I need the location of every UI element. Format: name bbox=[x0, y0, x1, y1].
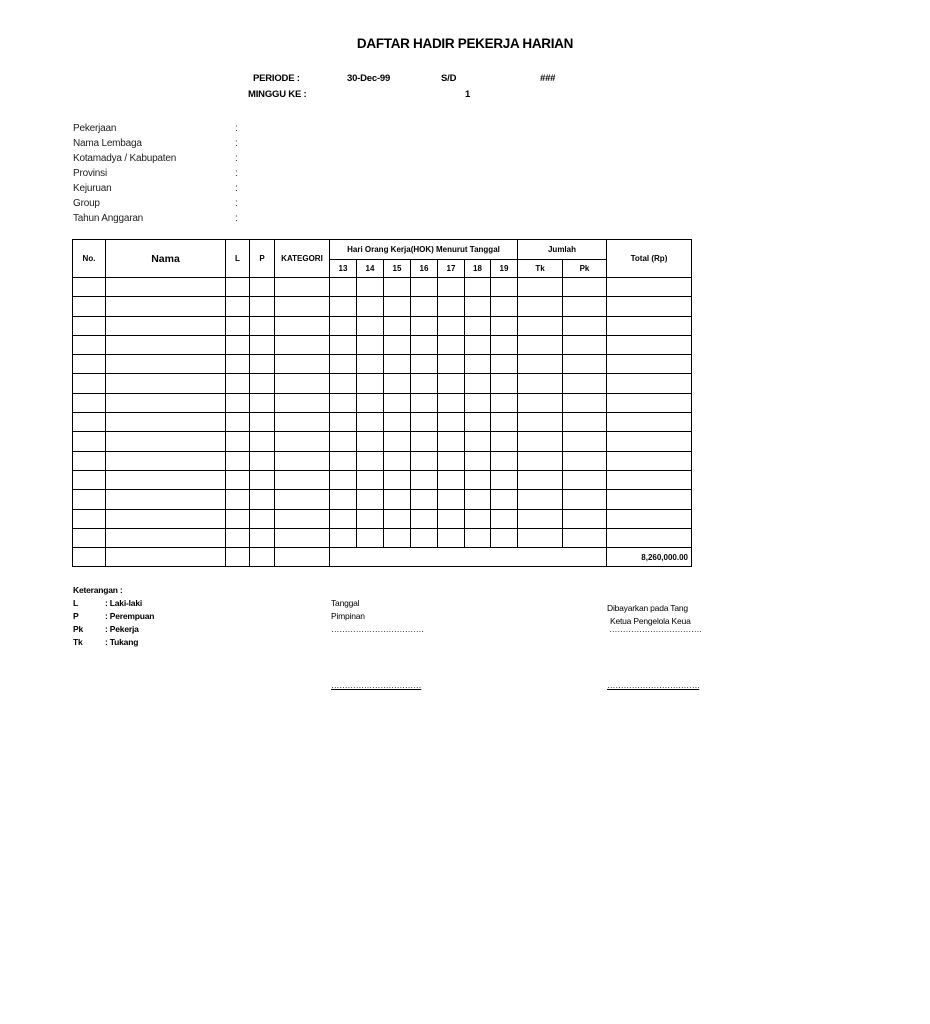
table-cell[interactable] bbox=[226, 393, 250, 412]
header-date: 18 bbox=[465, 260, 491, 278]
table-cell[interactable] bbox=[73, 413, 106, 432]
legend-code: L bbox=[73, 598, 78, 608]
table-cell[interactable] bbox=[411, 355, 438, 374]
table-cell[interactable] bbox=[73, 432, 106, 451]
table-cell[interactable] bbox=[357, 316, 384, 335]
table-cell[interactable] bbox=[250, 278, 275, 297]
table-cell[interactable] bbox=[330, 393, 357, 412]
table-cell[interactable] bbox=[465, 413, 491, 432]
table-cell[interactable] bbox=[250, 548, 275, 567]
table-cell[interactable] bbox=[438, 509, 465, 528]
info-colon: : bbox=[235, 183, 238, 194]
header-hok: Hari Orang Kerja(HOK) Menurut Tanggal bbox=[330, 240, 518, 260]
table-cell[interactable] bbox=[357, 528, 384, 547]
table-cell[interactable] bbox=[607, 374, 692, 393]
table-cell[interactable] bbox=[411, 490, 438, 509]
table-cell[interactable] bbox=[411, 451, 438, 470]
right-signature-dots: ……………………………. bbox=[609, 624, 702, 634]
table-cell[interactable] bbox=[226, 335, 250, 354]
legend-desc: : Perempuan bbox=[105, 611, 155, 621]
table-row bbox=[73, 316, 692, 335]
table-cell[interactable] bbox=[106, 316, 226, 335]
table-cell[interactable] bbox=[411, 335, 438, 354]
table-cell[interactable] bbox=[491, 509, 518, 528]
table-cell[interactable] bbox=[438, 413, 465, 432]
table-cell[interactable] bbox=[275, 355, 330, 374]
table-cell[interactable] bbox=[465, 490, 491, 509]
table-cell[interactable] bbox=[106, 335, 226, 354]
left-signature-dots: ……………………………. bbox=[331, 624, 424, 634]
table-cell[interactable] bbox=[106, 451, 226, 470]
info-colon: : bbox=[235, 198, 238, 209]
table-cell[interactable] bbox=[465, 316, 491, 335]
table-cell[interactable] bbox=[357, 509, 384, 528]
table-cell[interactable] bbox=[518, 528, 563, 547]
table-cell[interactable] bbox=[357, 355, 384, 374]
table-cell[interactable] bbox=[491, 335, 518, 354]
table-cell[interactable] bbox=[250, 316, 275, 335]
table-cell[interactable] bbox=[384, 393, 411, 412]
table-cell[interactable] bbox=[518, 297, 563, 316]
table-cell[interactable] bbox=[384, 432, 411, 451]
table-cell[interactable] bbox=[411, 278, 438, 297]
table-cell[interactable] bbox=[438, 278, 465, 297]
table-cell[interactable] bbox=[226, 432, 250, 451]
info-label: Kotamadya / Kabupaten bbox=[73, 153, 177, 164]
document-title: DAFTAR HADIR PEKERJA HARIAN bbox=[356, 36, 574, 51]
header-total: Total (Rp) bbox=[607, 240, 692, 278]
table-cell[interactable] bbox=[563, 374, 607, 393]
table-cell[interactable] bbox=[226, 451, 250, 470]
table-row bbox=[73, 490, 692, 509]
table-cell[interactable] bbox=[438, 528, 465, 547]
table-cell[interactable] bbox=[518, 509, 563, 528]
table-cell[interactable] bbox=[250, 413, 275, 432]
info-label: Group bbox=[73, 198, 100, 209]
info-label: Provinsi bbox=[73, 168, 107, 179]
table-cell[interactable] bbox=[465, 528, 491, 547]
table-cell[interactable] bbox=[73, 490, 106, 509]
table-cell[interactable] bbox=[607, 509, 692, 528]
table-cell[interactable] bbox=[465, 432, 491, 451]
table-cell[interactable] bbox=[106, 509, 226, 528]
table-row bbox=[73, 297, 692, 316]
table-cell[interactable] bbox=[226, 278, 250, 297]
table-cell[interactable] bbox=[226, 548, 250, 567]
table-cell[interactable] bbox=[518, 355, 563, 374]
table-cell[interactable] bbox=[607, 470, 692, 489]
table-cell[interactable] bbox=[226, 374, 250, 393]
table-cell[interactable] bbox=[384, 509, 411, 528]
table-cell[interactable] bbox=[384, 278, 411, 297]
legend-code: Tk bbox=[73, 637, 83, 647]
table-cell[interactable] bbox=[73, 355, 106, 374]
table-cell[interactable] bbox=[607, 335, 692, 354]
table-cell[interactable] bbox=[275, 451, 330, 470]
table-cell[interactable] bbox=[411, 509, 438, 528]
table-cell[interactable] bbox=[465, 297, 491, 316]
sd-label: S/D bbox=[441, 73, 457, 84]
info-label: Tahun Anggaran bbox=[73, 213, 144, 224]
table-cell[interactable] bbox=[491, 374, 518, 393]
table-row bbox=[73, 278, 692, 297]
table-cell[interactable] bbox=[275, 335, 330, 354]
table-cell[interactable] bbox=[73, 278, 106, 297]
grand-total: 8,260,000.00 bbox=[607, 548, 692, 567]
table-cell[interactable] bbox=[357, 470, 384, 489]
table-cell[interactable] bbox=[563, 393, 607, 412]
table-row bbox=[73, 451, 692, 470]
table-row bbox=[73, 413, 692, 432]
table-cell[interactable] bbox=[607, 413, 692, 432]
table-cell[interactable] bbox=[330, 451, 357, 470]
table-cell[interactable] bbox=[106, 374, 226, 393]
legend-code: P bbox=[73, 611, 79, 621]
table-cell[interactable] bbox=[330, 470, 357, 489]
table-cell[interactable] bbox=[330, 528, 357, 547]
table-cell[interactable] bbox=[226, 297, 250, 316]
table-cell[interactable] bbox=[357, 278, 384, 297]
table-cell[interactable] bbox=[226, 355, 250, 374]
table-cell[interactable] bbox=[330, 335, 357, 354]
table-cell[interactable] bbox=[518, 316, 563, 335]
table-cell[interactable] bbox=[411, 393, 438, 412]
total-row-merged-cell bbox=[330, 548, 607, 567]
table-cell[interactable] bbox=[465, 374, 491, 393]
table-cell[interactable] bbox=[607, 490, 692, 509]
info-colon: : bbox=[235, 168, 238, 179]
table-row bbox=[73, 393, 692, 412]
table-cell[interactable] bbox=[563, 528, 607, 547]
info-label: Kejuruan bbox=[73, 183, 112, 194]
table-row bbox=[73, 509, 692, 528]
table-cell[interactable] bbox=[465, 335, 491, 354]
table-cell[interactable] bbox=[563, 509, 607, 528]
table-cell[interactable] bbox=[411, 528, 438, 547]
table-cell[interactable] bbox=[250, 490, 275, 509]
table-cell[interactable] bbox=[275, 374, 330, 393]
table-cell[interactable] bbox=[357, 335, 384, 354]
table-cell[interactable] bbox=[518, 393, 563, 412]
table-cell[interactable] bbox=[491, 297, 518, 316]
table-cell[interactable] bbox=[330, 432, 357, 451]
table-cell[interactable] bbox=[250, 509, 275, 528]
table-cell[interactable] bbox=[465, 509, 491, 528]
table-cell[interactable] bbox=[411, 374, 438, 393]
legend-desc: : Tukang bbox=[105, 637, 139, 647]
table-cell[interactable] bbox=[384, 451, 411, 470]
table-cell[interactable] bbox=[330, 509, 357, 528]
table-cell[interactable] bbox=[226, 509, 250, 528]
table-cell[interactable] bbox=[563, 432, 607, 451]
table-cell[interactable] bbox=[106, 278, 226, 297]
table-cell[interactable] bbox=[491, 470, 518, 489]
table-cell[interactable] bbox=[563, 335, 607, 354]
table-cell[interactable] bbox=[106, 548, 226, 567]
right-name-line: ……………………………. bbox=[607, 680, 700, 690]
table-cell[interactable] bbox=[607, 355, 692, 374]
table-cell[interactable] bbox=[357, 451, 384, 470]
table-cell[interactable] bbox=[563, 451, 607, 470]
table-cell[interactable] bbox=[465, 393, 491, 412]
table-cell[interactable] bbox=[330, 413, 357, 432]
table-row bbox=[73, 355, 692, 374]
table-cell[interactable] bbox=[491, 432, 518, 451]
info-label: Nama Lembaga bbox=[73, 138, 142, 149]
table-cell[interactable] bbox=[518, 470, 563, 489]
table-cell[interactable] bbox=[275, 528, 330, 547]
table-cell[interactable] bbox=[438, 451, 465, 470]
table-cell[interactable] bbox=[518, 374, 563, 393]
table-cell[interactable] bbox=[438, 374, 465, 393]
legend-title: Keterangan : bbox=[73, 585, 123, 595]
table-cell[interactable] bbox=[226, 528, 250, 547]
header-date: 17 bbox=[438, 260, 465, 278]
table-cell[interactable] bbox=[106, 393, 226, 412]
legend-desc: : Pekerja bbox=[105, 624, 139, 634]
table-cell[interactable] bbox=[250, 528, 275, 547]
periode-label: PERIODE : bbox=[253, 73, 300, 84]
table-cell[interactable] bbox=[438, 335, 465, 354]
table-cell[interactable] bbox=[275, 316, 330, 335]
table-cell[interactable] bbox=[491, 413, 518, 432]
table-cell[interactable] bbox=[250, 432, 275, 451]
table-cell[interactable] bbox=[491, 528, 518, 547]
table-cell[interactable] bbox=[491, 316, 518, 335]
header-jumlah: Jumlah bbox=[518, 240, 607, 260]
table-cell[interactable] bbox=[384, 374, 411, 393]
table-cell[interactable] bbox=[607, 297, 692, 316]
table-cell[interactable] bbox=[357, 413, 384, 432]
table-cell[interactable] bbox=[518, 278, 563, 297]
periode-end: ### bbox=[540, 73, 556, 84]
table-cell[interactable] bbox=[563, 490, 607, 509]
table-cell[interactable] bbox=[607, 432, 692, 451]
table-cell[interactable] bbox=[563, 355, 607, 374]
table-cell[interactable] bbox=[275, 432, 330, 451]
header-date: 16 bbox=[411, 260, 438, 278]
table-cell[interactable] bbox=[275, 548, 330, 567]
table-cell[interactable] bbox=[73, 316, 106, 335]
table-cell[interactable] bbox=[250, 470, 275, 489]
table-cell[interactable] bbox=[357, 297, 384, 316]
table-cell[interactable] bbox=[384, 413, 411, 432]
header-pk: Pk bbox=[563, 260, 607, 278]
table-cell[interactable] bbox=[275, 490, 330, 509]
table-cell[interactable] bbox=[465, 355, 491, 374]
table-cell[interactable] bbox=[411, 316, 438, 335]
table-cell[interactable] bbox=[106, 490, 226, 509]
table-cell[interactable] bbox=[491, 393, 518, 412]
table-cell[interactable] bbox=[563, 470, 607, 489]
header-nama: Nama bbox=[106, 240, 226, 278]
table-cell[interactable] bbox=[73, 393, 106, 412]
table-cell[interactable] bbox=[411, 432, 438, 451]
header-p: P bbox=[250, 240, 275, 278]
table-cell[interactable] bbox=[518, 451, 563, 470]
table-cell[interactable] bbox=[518, 490, 563, 509]
table-cell[interactable] bbox=[518, 432, 563, 451]
table-cell[interactable] bbox=[384, 470, 411, 489]
table-cell[interactable] bbox=[73, 509, 106, 528]
legend-desc: : Laki-laki bbox=[105, 598, 143, 608]
table-cell[interactable] bbox=[607, 528, 692, 547]
table-cell[interactable] bbox=[607, 278, 692, 297]
header-date: 13 bbox=[330, 260, 357, 278]
table-cell[interactable] bbox=[384, 355, 411, 374]
table-cell[interactable] bbox=[106, 413, 226, 432]
right-date-label: Dibayarkan pada Tang bbox=[607, 603, 688, 613]
total-row bbox=[73, 548, 692, 567]
table-cell[interactable] bbox=[384, 316, 411, 335]
table-cell[interactable] bbox=[491, 355, 518, 374]
table-cell[interactable] bbox=[106, 297, 226, 316]
table-cell[interactable] bbox=[73, 528, 106, 547]
table-cell[interactable] bbox=[226, 470, 250, 489]
table-cell[interactable] bbox=[226, 413, 250, 432]
table-cell[interactable] bbox=[465, 278, 491, 297]
table-cell[interactable] bbox=[330, 374, 357, 393]
table-cell[interactable] bbox=[106, 470, 226, 489]
table-cell[interactable] bbox=[330, 490, 357, 509]
right-role: Ketua Pengelola Keua bbox=[610, 616, 691, 626]
attendance-table bbox=[72, 239, 692, 567]
table-cell[interactable] bbox=[563, 413, 607, 432]
table-cell[interactable] bbox=[275, 297, 330, 316]
table-cell[interactable] bbox=[275, 509, 330, 528]
table-cell[interactable] bbox=[384, 490, 411, 509]
table-cell[interactable] bbox=[275, 278, 330, 297]
left-name-line: …………………………… bbox=[331, 680, 422, 690]
table-cell[interactable] bbox=[73, 335, 106, 354]
table-cell[interactable] bbox=[411, 470, 438, 489]
table-cell[interactable] bbox=[357, 374, 384, 393]
table-row bbox=[73, 470, 692, 489]
periode-start: 30-Dec-99 bbox=[347, 73, 391, 84]
left-role: Pimpinan bbox=[331, 611, 365, 621]
table-cell[interactable] bbox=[607, 393, 692, 412]
table-cell[interactable] bbox=[73, 297, 106, 316]
table-cell[interactable] bbox=[438, 355, 465, 374]
table-row bbox=[73, 432, 692, 451]
table-cell[interactable] bbox=[607, 316, 692, 335]
table-row bbox=[73, 528, 692, 547]
header-tk: Tk bbox=[518, 260, 563, 278]
table-cell[interactable] bbox=[465, 451, 491, 470]
info-label: Pekerjaan bbox=[73, 123, 117, 134]
table-cell[interactable] bbox=[384, 335, 411, 354]
table-cell[interactable] bbox=[438, 432, 465, 451]
header-date: 14 bbox=[357, 260, 384, 278]
header-kategori: KATEGORI bbox=[275, 240, 330, 278]
table-cell[interactable] bbox=[438, 490, 465, 509]
table-cell[interactable] bbox=[250, 374, 275, 393]
table-cell[interactable] bbox=[106, 528, 226, 547]
table-cell[interactable] bbox=[491, 278, 518, 297]
table-cell[interactable] bbox=[411, 297, 438, 316]
table-cell[interactable] bbox=[357, 432, 384, 451]
info-colon: : bbox=[235, 138, 238, 149]
table-cell[interactable] bbox=[607, 451, 692, 470]
table-cell[interactable] bbox=[491, 451, 518, 470]
minggu-value: 1 bbox=[465, 89, 471, 100]
table-cell[interactable] bbox=[275, 470, 330, 489]
table-cell[interactable] bbox=[465, 470, 491, 489]
table-cell[interactable] bbox=[411, 413, 438, 432]
table-cell[interactable] bbox=[563, 278, 607, 297]
table-cell[interactable] bbox=[330, 355, 357, 374]
table-cell[interactable] bbox=[226, 316, 250, 335]
info-colon: : bbox=[235, 213, 238, 224]
table-cell[interactable] bbox=[275, 413, 330, 432]
legend-code: Pk bbox=[73, 624, 83, 634]
table-cell[interactable] bbox=[438, 393, 465, 412]
left-date-label: Tanggal bbox=[331, 598, 360, 608]
table-cell[interactable] bbox=[357, 490, 384, 509]
table-cell[interactable] bbox=[518, 335, 563, 354]
table-cell[interactable] bbox=[73, 451, 106, 470]
table-cell[interactable] bbox=[330, 297, 357, 316]
table-cell[interactable] bbox=[563, 316, 607, 335]
table-cell[interactable] bbox=[563, 297, 607, 316]
table-cell[interactable] bbox=[275, 393, 330, 412]
header-date: 19 bbox=[491, 260, 518, 278]
table-cell[interactable] bbox=[73, 374, 106, 393]
header-date: 15 bbox=[384, 260, 411, 278]
table-cell[interactable] bbox=[250, 451, 275, 470]
header-no: No. bbox=[73, 240, 106, 278]
table-cell[interactable] bbox=[250, 297, 275, 316]
info-colon: : bbox=[235, 153, 238, 164]
table-row bbox=[73, 374, 692, 393]
table-cell[interactable] bbox=[226, 490, 250, 509]
table-cell[interactable] bbox=[438, 470, 465, 489]
table-cell[interactable] bbox=[330, 316, 357, 335]
table-cell[interactable] bbox=[250, 335, 275, 354]
table-cell[interactable] bbox=[384, 528, 411, 547]
table-row bbox=[73, 335, 692, 354]
table-cell[interactable] bbox=[250, 393, 275, 412]
table-cell[interactable] bbox=[491, 490, 518, 509]
table-cell[interactable] bbox=[106, 355, 226, 374]
table-cell[interactable] bbox=[357, 393, 384, 412]
table-cell[interactable] bbox=[330, 278, 357, 297]
table-cell[interactable] bbox=[106, 432, 226, 451]
table-cell[interactable] bbox=[73, 548, 106, 567]
table-cell[interactable] bbox=[438, 316, 465, 335]
table-cell[interactable] bbox=[518, 413, 563, 432]
table-cell[interactable] bbox=[250, 355, 275, 374]
header-l: L bbox=[226, 240, 250, 278]
table-cell[interactable] bbox=[438, 297, 465, 316]
info-colon: : bbox=[235, 123, 238, 134]
table-cell[interactable] bbox=[384, 297, 411, 316]
minggu-label: MINGGU KE : bbox=[248, 89, 307, 100]
table-cell[interactable] bbox=[73, 470, 106, 489]
